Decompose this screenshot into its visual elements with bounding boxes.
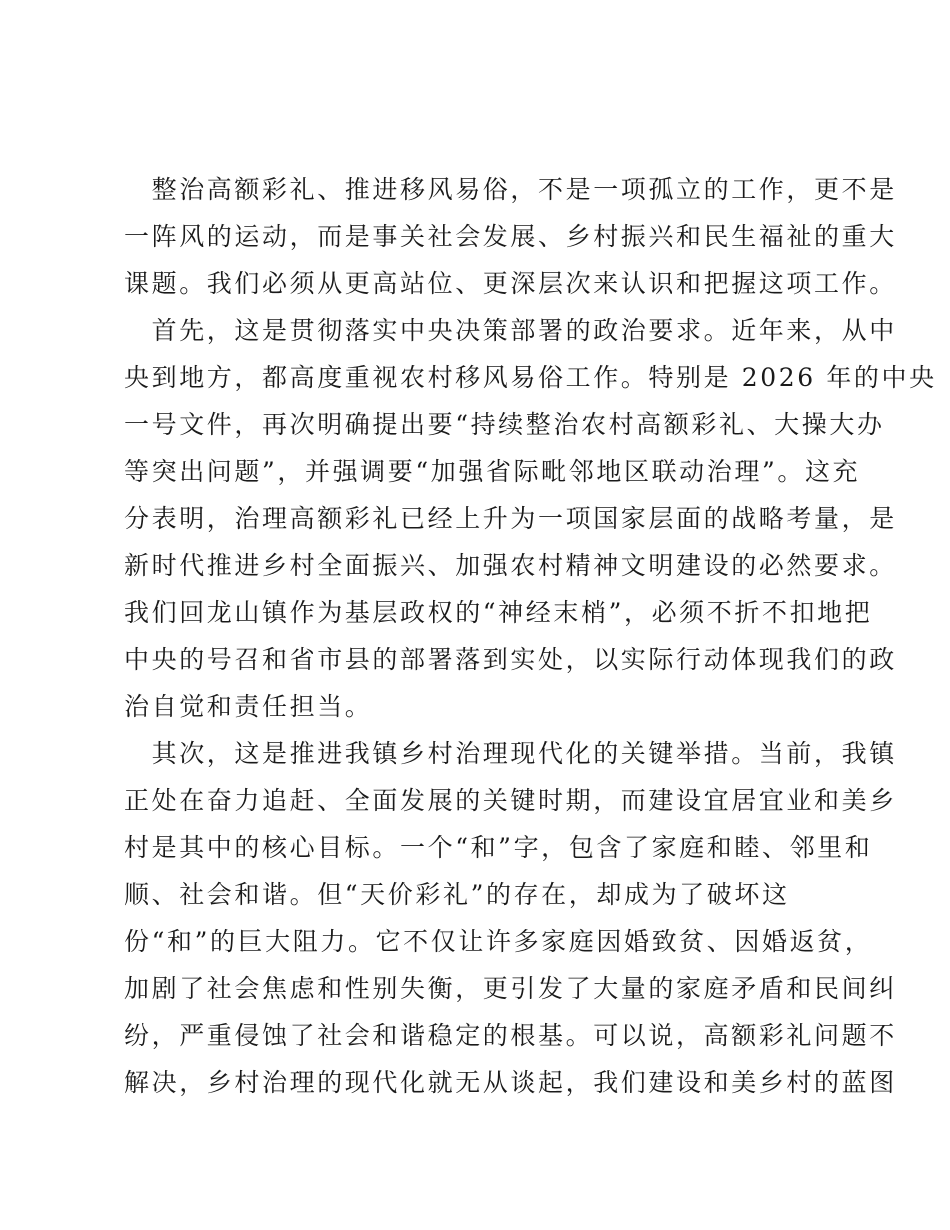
text-line: 课题。我们必须从更高站位、更深层次来认识和把握这项工作。: [124, 269, 897, 298]
text-line: 治自觉和责任担当。: [124, 692, 373, 721]
text-line: 一号文件，再次明确提出要“持续整治农村高额彩礼、大操大办: [124, 410, 885, 439]
text-line: 加剧了社会焦虑和性别失衡，更引发了大量的家庭矛盾和民间纠: [124, 974, 897, 1003]
text-line: 中央的号召和省市县的部署落到实处，以实际行动体现我们的政: [124, 645, 897, 674]
text-line: 解决，乡村治理的现代化就无从谈起，我们建设和美乡村的蓝图: [124, 1068, 897, 1097]
text-line: 正处在奋力追赶、全面发展的关键时期，而建设宜居宜业和美乡: [124, 786, 897, 815]
text-line: 顺、社会和谐。但“天价彩礼”的存在，却成为了破坏这: [124, 880, 790, 909]
text-line: 等突出问题”，并强调要“加强省际毗邻地区联动治理”。这充: [124, 457, 861, 486]
text-line: 央到地方，都高度重视农村移风易俗工作。特别是 2026 年的中央: [124, 363, 937, 392]
text-line: 村是其中的核心目标。一个“和”字，包含了家庭和睦、邻里和: [124, 833, 873, 862]
text-line: 份“和”的巨大阻力。它不仅让许多家庭因婚致贫、因婚返贫，: [124, 927, 873, 956]
text-line: 一阵风的运动，而是事关社会发展、乡村振兴和民生福祉的重大: [124, 222, 897, 251]
text-line: 整治高额彩礼、推进移风易俗，不是一项孤立的工作，更不是: [124, 175, 897, 204]
text-line: 首先，这是贯彻落实中央决策部署的政治要求。近年来，从中: [124, 316, 897, 345]
text-line: 其次，这是推进我镇乡村治理现代化的关键举措。当前，我镇: [124, 739, 897, 768]
text-line: 分表明，治理高额彩礼已经上升为一项国家层面的战略考量，是: [124, 504, 897, 533]
text-line: 新时代推进乡村全面振兴、加强农村精神文明建设的必然要求。: [124, 551, 897, 580]
text-line: 我们回龙山镇作为基层政权的“神经末梢”，必须不折不扣地把: [124, 598, 873, 627]
text-line: 纷，严重侵蚀了社会和谐稳定的根基。可以说，高额彩礼问题不: [124, 1021, 897, 1050]
body-text: [124, 166, 937, 1106]
